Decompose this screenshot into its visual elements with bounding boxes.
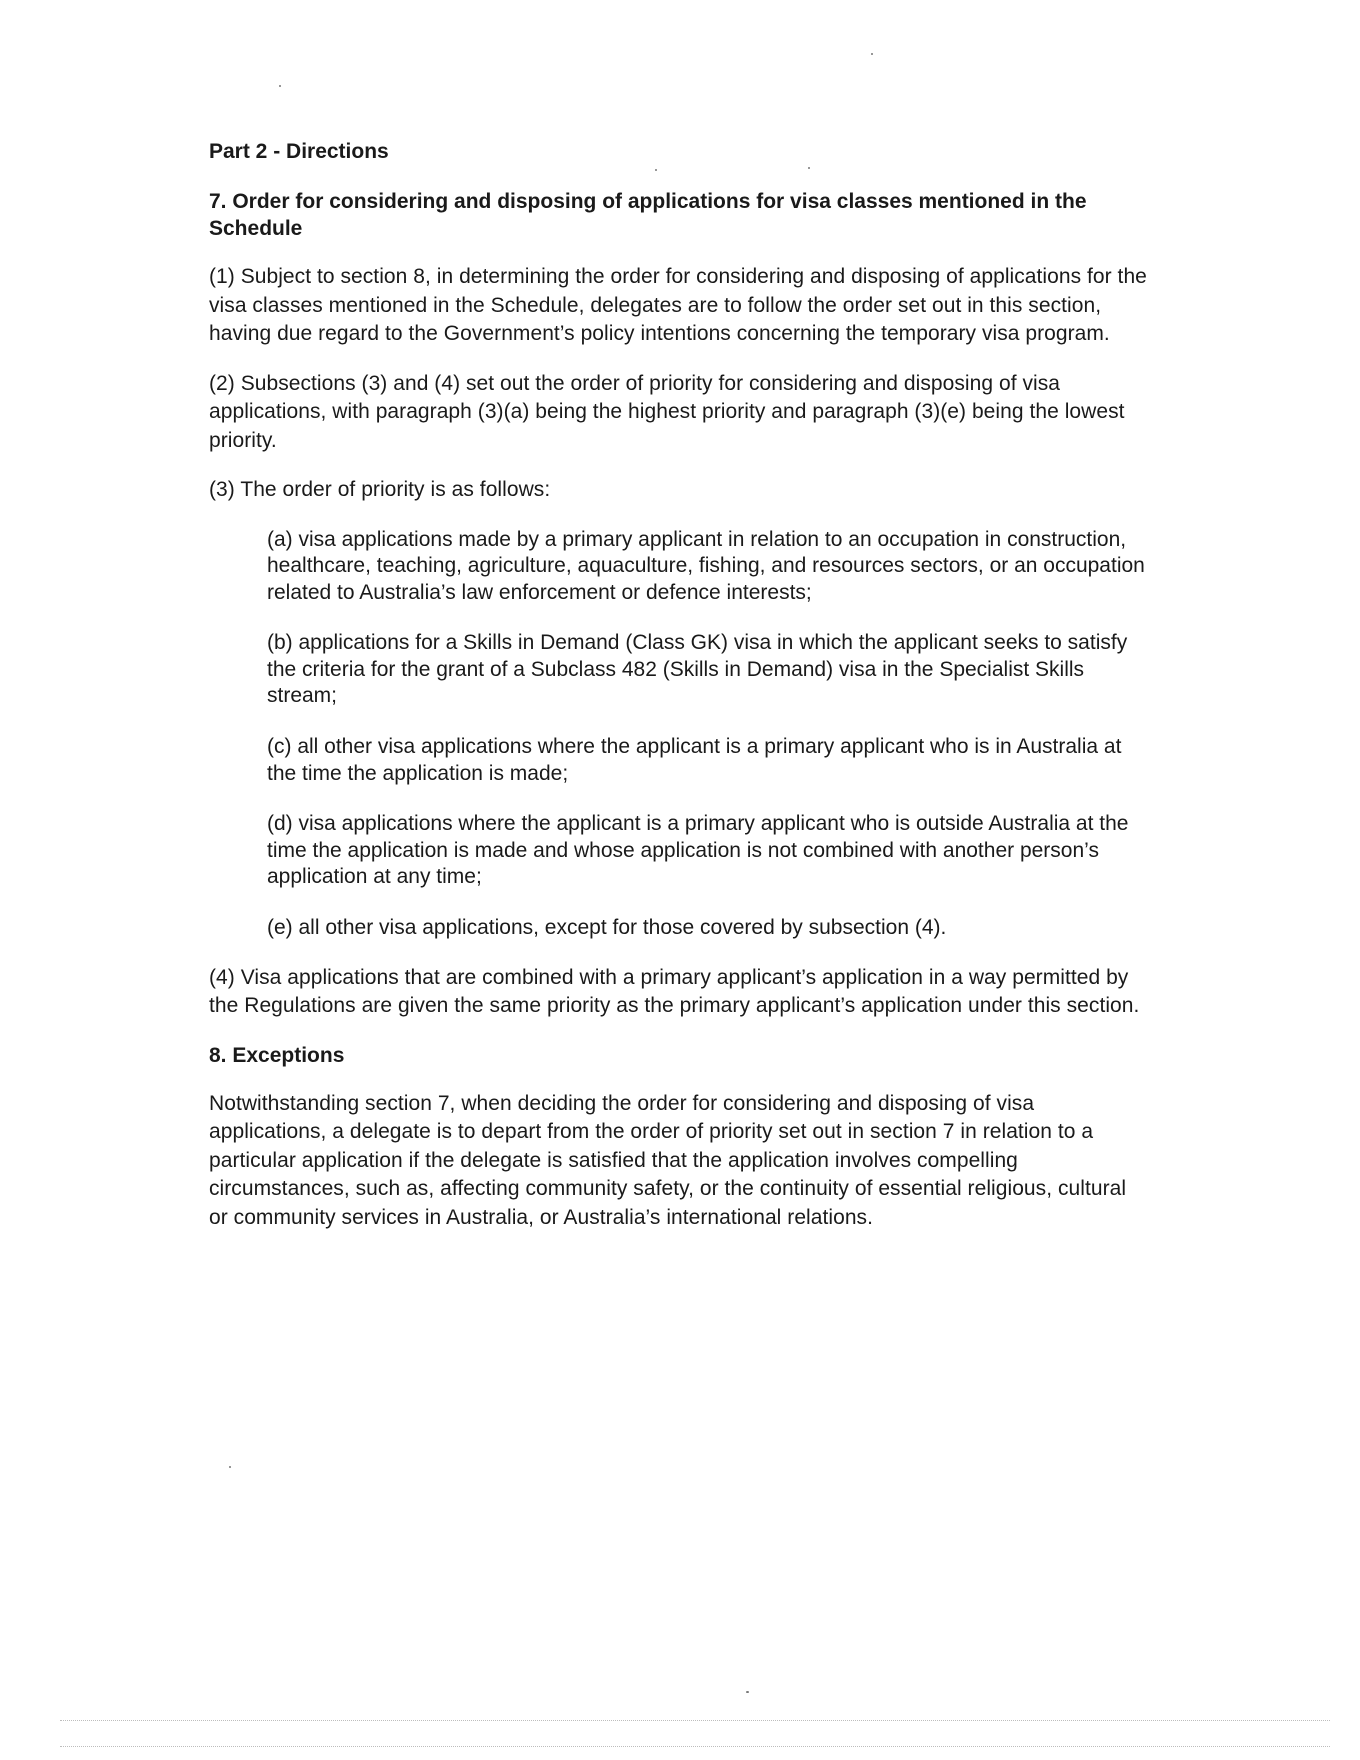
priority-item-c: (c) all other visa applications where the applicant is a primary applicant who is in Australia at the time the application is made; [267, 735, 1122, 785]
document-page [209, 138, 1149, 1253]
section-7-title: 7. Order for considering and disposing of applications for visa classes mentioned in the Schedule [209, 190, 1087, 240]
priority-item-e: (e) all other visa applications, except for those covered by subsection (4). [267, 916, 947, 940]
scan-speck [871, 53, 873, 55]
priority-item-d: (d) visa applications where the applicant is a primary applicant who is outside Australia at the time the application is made and whose application is not combined with another person’s application at any time; [267, 812, 1129, 889]
scan-noise-line [60, 1720, 1330, 1722]
scan-speck [808, 167, 810, 169]
section-7-paragraph-2: (2) Subsections (3) and (4) set out the order of priority for considering and disposing of visa applications, with paragraph (3)(a) being the highest priority and paragraph (3)(e) being the lowest priority. [209, 371, 1125, 452]
scan-noise-line [60, 1746, 1330, 1748]
section-8-title: 8. Exceptions [209, 1043, 345, 1067]
scan-speck [279, 85, 281, 87]
scan-speck [229, 1466, 231, 1468]
section-7-paragraph-4: (4) Visa applications that are combined with a primary applicant’s application in a way permitted by the Regulations are given the same priority as the primary applicant’s application under this section. [209, 965, 1140, 1018]
scan-speck [746, 1691, 749, 1693]
section-7-paragraph-3: (3) The order of priority is as follows: [209, 478, 551, 501]
section-7-paragraph-1: (1) Subject to section 8, in determining the order for considering and disposing of applications for the visa classes mentioned in the Schedule, delegates are to follow the order set out in this section, having due regard to the Government’s policy intentions concerning the temporary visa program. [209, 265, 1147, 345]
priority-item-b: (b) applications for a Skills in Demand (Class GK) visa in which the applicant seeks to satisfy the criteria for the grant of a Subclass 482 (Skills in Demand) visa in the Specialist Skills stream; [267, 631, 1128, 708]
section-8-paragraph-1: Notwithstanding section 7, when deciding the order for considering and disposing of visa applications, a delegate is to depart from the order of priority set out in section 7 in relation to a particular application if the delegate is satisfied that the application involves compelling circumstances, such as, affecting community safety, or the continuity of essential religious, cultural or community services in Australia, or Australia’s international relations. [209, 1091, 1127, 1229]
scan-speck [655, 169, 657, 171]
priority-item-a: (a) visa applications made by a primary applicant in relation to an occupation in construction, healthcare, teaching, agriculture, aquaculture, fishing, and resources sectors, or an occupation related to Australia’s law enforcement or defence interests; [267, 527, 1145, 604]
part-heading: Part 2 - Directions [209, 140, 389, 163]
